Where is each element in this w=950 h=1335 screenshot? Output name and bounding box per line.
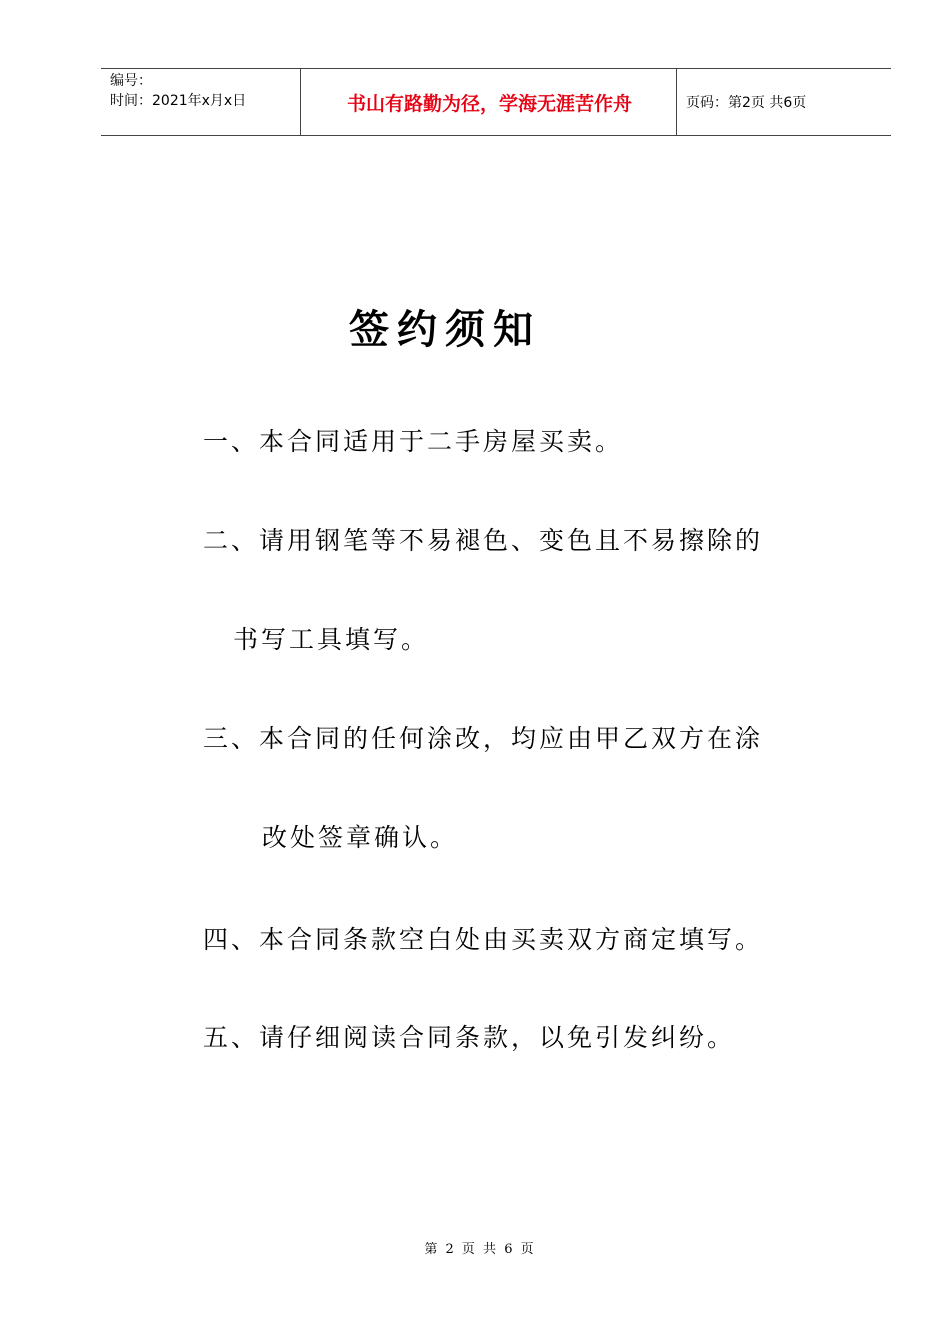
header-motto: 书山有路勤为径，学海无涯苦作舟 (301, 69, 677, 135)
page-footer: 第 2 页 共 6 页 (424, 1242, 536, 1257)
document-time-label: 时间：2021年x月x日 (110, 93, 247, 109)
notice-item-5: 五、请仔细阅读合同条款，以免引发纠纷。 (203, 1023, 736, 1052)
notice-item-3-continued: 改处签章确认。 (262, 823, 459, 852)
header-meta (101, 69, 301, 135)
notice-item-2-continued: 书写工具填写。 (233, 625, 430, 654)
header-page-info: 页码：第2页 共6页 (686, 95, 807, 111)
page-title: 签约须知 (349, 307, 541, 353)
notice-item-4: 四、本合同条款空白处由买卖双方商定填写。 (203, 925, 764, 954)
notice-item-3: 三、本合同的任何涂改，均应由甲乙双方在涂 (203, 724, 764, 753)
notice-item-1: 一、本合同适用于二手房屋买卖。 (203, 427, 624, 456)
notice-item-2: 二、请用钢笔等不易褪色、变色且不易擦除的 (203, 526, 764, 555)
document-number-label: 编号： (110, 73, 152, 89)
page-header (101, 68, 891, 136)
